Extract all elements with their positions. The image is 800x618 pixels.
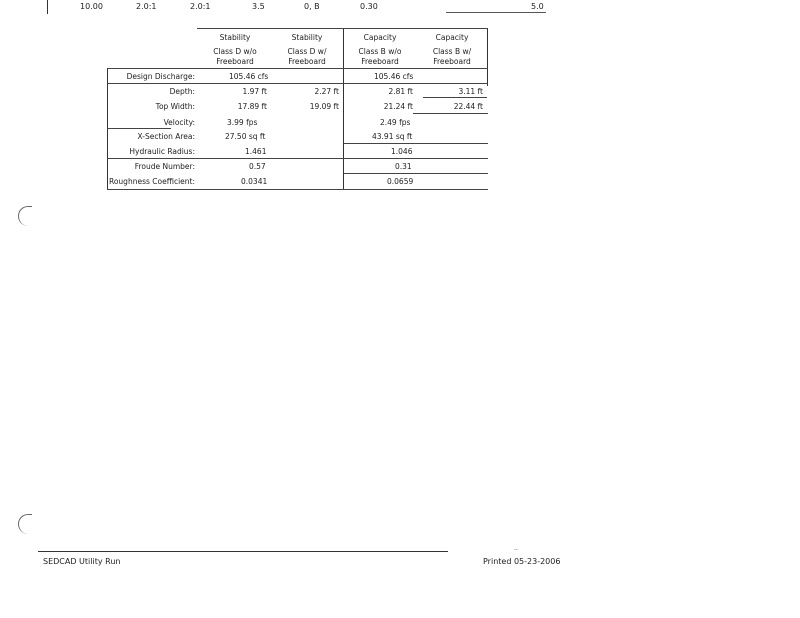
table-cell: 1.461 — [245, 147, 267, 156]
row-label: Top Width: — [155, 102, 195, 111]
col-header-sub: Class D w/o — [213, 47, 257, 56]
top-cell: 2.0:1 — [136, 2, 157, 11]
col-header-title: Stability — [291, 33, 323, 42]
row-separator — [107, 83, 488, 84]
row-label: Roughness Coefficient: — [108, 177, 195, 186]
footer-printed-date: Printed 05-23-2006 — [483, 557, 561, 566]
col-header-title: Capacity — [363, 33, 397, 42]
top-cell: 2.0:1 — [190, 2, 211, 11]
top-cell: 0.30 — [360, 2, 378, 11]
table-cell: 3.11 ft — [458, 87, 483, 96]
col-header-title: Capacity — [435, 33, 469, 42]
table-cell: 0.0341 — [241, 177, 268, 186]
row-label: Hydraulic Radius: — [129, 147, 195, 156]
col-header-sub: Freeboard — [361, 57, 399, 66]
table-cell: 19.09 ft — [309, 102, 339, 111]
footer-rule — [38, 551, 448, 552]
row-label: Design Discharge: — [126, 72, 195, 81]
table-cell: 17.89 ft — [237, 102, 267, 111]
top-cell: 3.5 — [252, 2, 265, 11]
cell-underline — [423, 97, 487, 98]
bottom-border — [107, 189, 488, 190]
binder-hole-mark — [18, 206, 32, 226]
row-separator — [107, 158, 488, 159]
table-cell: 3.99 fps — [227, 118, 258, 127]
row-label: Depth: — [169, 87, 195, 96]
col-header-title: Stability — [219, 33, 251, 42]
col-header-sub: Class B w/o — [358, 47, 402, 56]
row-label: Froude Number: — [134, 162, 195, 171]
top-data-row — [0, 0, 560, 14]
row-label: Velocity: — [163, 118, 195, 127]
table-cell: 0.57 — [249, 162, 266, 171]
top-cell: 5.0 — [531, 2, 544, 11]
col-header-sub: Class D w/ — [287, 47, 327, 56]
top-underline — [446, 12, 546, 13]
top-border — [197, 28, 488, 29]
left-border — [107, 68, 108, 190]
table-cell: 22.44 ft — [453, 102, 483, 111]
col-header-sub: Class B w/ — [432, 47, 472, 56]
header-separator — [107, 68, 488, 69]
table-cell: 0.31 — [395, 162, 412, 171]
table-cell: 43.91 sq ft — [372, 132, 413, 141]
footer-program-name: SEDCAD Utility Run — [43, 557, 121, 566]
table-cell: 1.046 — [391, 147, 413, 156]
channel-results-table — [107, 28, 488, 190]
col-header-sub: Freeboard — [216, 57, 254, 66]
row-label: X-Section Area: — [137, 132, 195, 141]
footer-dot: ·· — [514, 547, 518, 554]
col-header-sub: Freeboard — [433, 57, 471, 66]
table-cell: 105.46 cfs — [374, 72, 414, 81]
row-separator — [344, 173, 488, 174]
table-cell: 1.97 ft — [242, 87, 267, 96]
binder-hole-mark — [18, 514, 32, 534]
table-cell: 2.81 ft — [388, 87, 413, 96]
table-cell: 21.24 ft — [383, 102, 413, 111]
row-separator — [344, 143, 488, 144]
col-header-sub: Freeboard — [288, 57, 326, 66]
top-cell: 10.00 — [80, 2, 103, 11]
table-cell: 27.50 sq ft — [225, 132, 266, 141]
table-cell: 2.49 fps — [380, 118, 411, 127]
table-cell: 2.27 ft — [314, 87, 339, 96]
row-separator — [107, 128, 171, 129]
top-cell: 0, B — [304, 2, 320, 11]
table-cell: 0.0659 — [387, 177, 414, 186]
cell-underline — [413, 113, 488, 114]
table-cell: 105.46 cfs — [229, 72, 269, 81]
top-row-divider — [47, 0, 48, 14]
